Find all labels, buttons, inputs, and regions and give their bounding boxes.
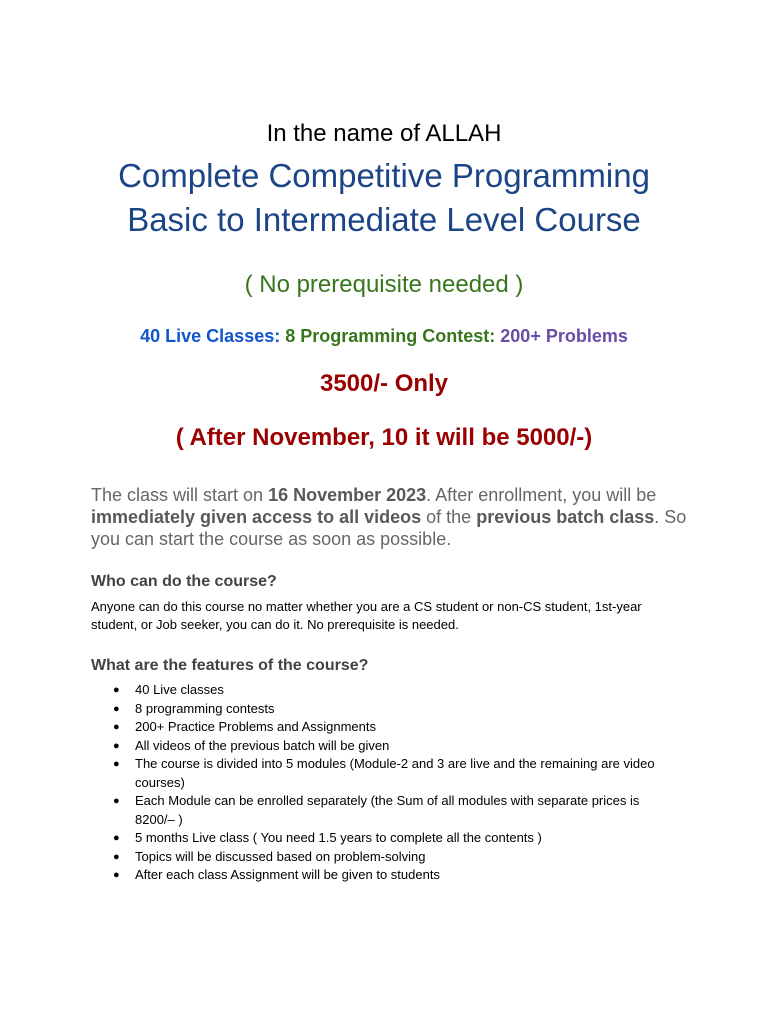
bullet-icon: ● [113, 702, 120, 715]
bullet-icon: ● [113, 795, 120, 807]
bullet-icon: ● [113, 758, 120, 770]
list-item [0, 829, 675, 848]
access-note: immediately given access to all videos [91, 507, 422, 527]
price-after-deadline: ( After November, 10 it will be 5000/-) [175, 424, 593, 451]
list-item [0, 848, 675, 867]
who-heading: Who can do the course? [91, 573, 277, 590]
intro-text-1: The class will start on [91, 485, 269, 505]
list-item [0, 755, 675, 792]
list-item [0, 737, 675, 756]
list-item-text: The course is divided into 5 modules (Module-2 and 3 are live and the remaining are video courses) [135, 756, 655, 790]
course-stats [0, 324, 768, 348]
features-heading: What are the features of the course? [91, 657, 369, 674]
intro-paragraph [91, 484, 691, 550]
list-item-text: Each Module can be enrolled separately (the Sum of all modules with separate prices is 8200/– ) [135, 793, 640, 827]
bullet-icon: ● [113, 721, 120, 733]
list-item-text: After each class Assignment will be given to students [135, 867, 440, 882]
list-item [0, 681, 675, 700]
bismillah-text: In the name of ALLAH [266, 120, 502, 147]
prerequisite-note: ( No prerequisite needed ) [244, 271, 524, 298]
course-title-line-1: Complete Competitive Programming [118, 157, 650, 194]
list-item [0, 718, 675, 737]
list-item-text: 5 months Live class ( You need 1.5 years to complete all the contents ) [135, 830, 542, 845]
stat-live-classes: 40 Live Classes: [140, 326, 281, 346]
list-item-text: Topics will be discussed based on problem-solving [135, 848, 426, 864]
bullet-icon: ● [113, 739, 120, 752]
course-title [0, 154, 768, 242]
start-date: 16 November 2023 [268, 485, 427, 505]
bullet-icon: ● [113, 850, 120, 863]
list-item [0, 866, 675, 885]
course-title-line-2: Basic to Intermediate Level Course [127, 201, 641, 238]
list-item [0, 700, 675, 719]
who-paragraph: Anyone can do this course no matter whether you are a CS student or non-CS student, 1st-year student, or Job seeker, you can do it. No prerequisite is needed. [91, 599, 642, 632]
previous-batch-class: previous batch class [476, 507, 655, 527]
list-item [0, 792, 675, 829]
bullet-icon: ● [113, 684, 120, 696]
stat-contests: 8 Programming Contest: [285, 326, 496, 346]
intro-text-4: . So you can start the course as soon as possible. [91, 507, 687, 549]
list-item-text: 200+ Practice Problems and Assignments [135, 719, 376, 734]
features-list [0, 681, 768, 885]
list-item-text: 8 programming contests [135, 700, 275, 716]
bullet-icon: ● [113, 869, 120, 881]
intro-text-3: of the [421, 507, 477, 527]
stat-problems: 200+ Problems [500, 326, 628, 346]
list-item-text: 40 Live classes [135, 682, 224, 697]
bullet-icon: ● [113, 832, 120, 844]
list-item-text: All videos of the previous batch will be given [135, 737, 390, 753]
intro-text-2: . After enrollment, you will be [426, 485, 657, 505]
course-price: 3500/- Only [319, 370, 449, 397]
